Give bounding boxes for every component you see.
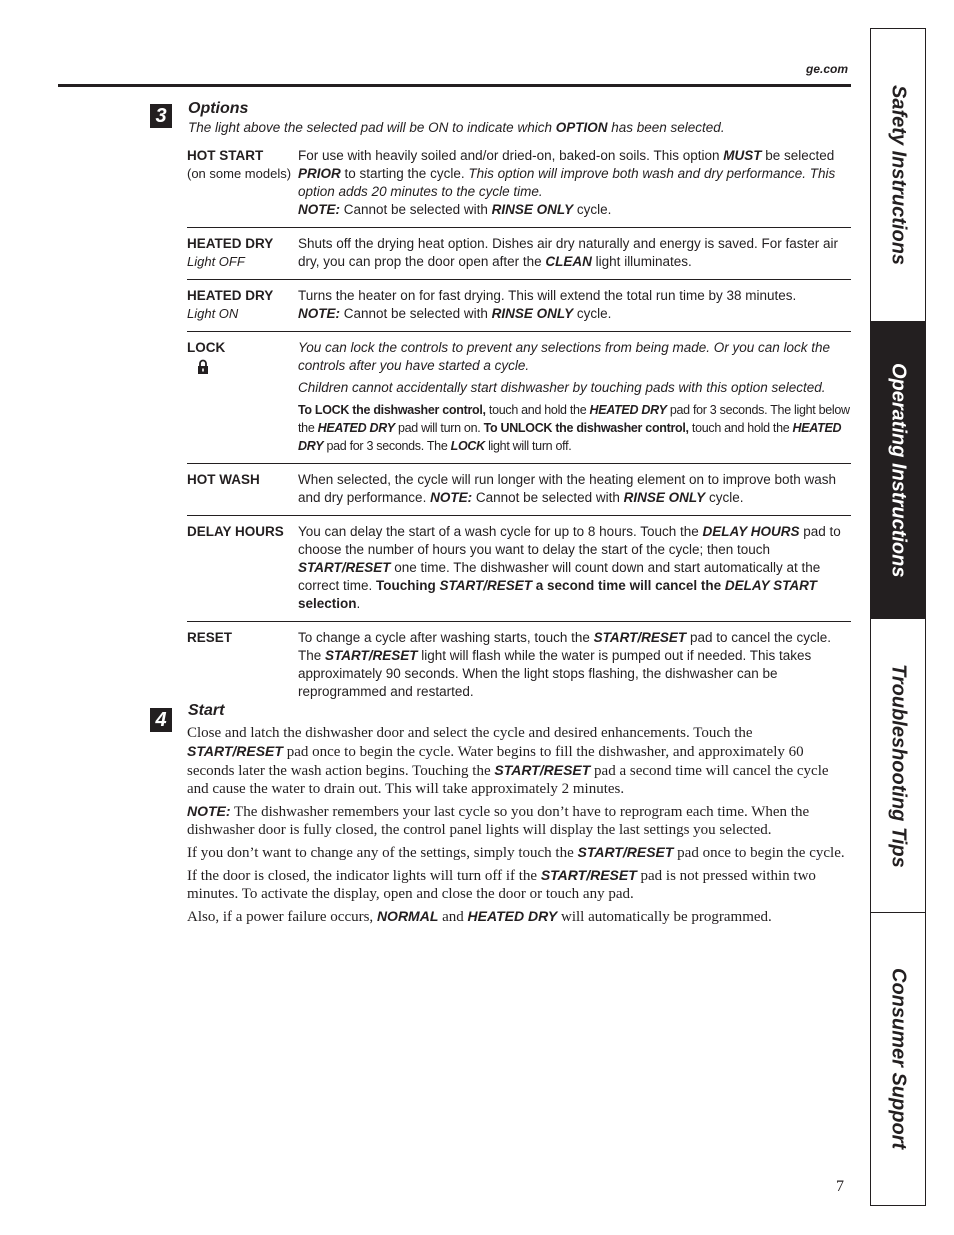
option-description: To change a cycle after washing starts, touch the START/RESET pad to cancel the cycle. The START/RESET light will flash while the water is pumped out if needed. This takes approximately 90 seconds. When the light stops flashing, the dishwasher can be reprogrammed and restarted. <box>298 630 832 699</box>
option-name: HOT WASH <box>187 472 260 487</box>
option-row-lock <box>187 332 851 464</box>
option-row-reset <box>187 622 851 709</box>
option-row-delay-hours <box>187 516 851 622</box>
tab-troubleshooting-tips[interactable]: Troubleshooting Tips <box>871 619 925 913</box>
section-number-badge: 3 <box>150 104 172 128</box>
option-name: LOCK <box>187 340 226 355</box>
options-table <box>187 140 851 709</box>
section-title: Options <box>188 100 249 117</box>
header-rule <box>58 84 851 87</box>
option-sub: Light ON <box>187 306 239 321</box>
option-row-hot-start <box>187 140 851 228</box>
paragraph: Also, if a power failure occurs, NORMAL and HEATED DRY will automatically be programmed. <box>187 908 772 925</box>
section-intro: The light above the selected pad will be ON to indicate which OPTION has been selected. <box>188 120 725 135</box>
lock-icon <box>197 359 209 379</box>
option-sub: Light OFF <box>187 254 245 269</box>
section-sidebar <box>870 28 926 1206</box>
paragraph: If you don’t want to change any of the settings, simply touch the START/RESET pad once to begin the cycle. <box>187 844 845 861</box>
site-url: ge.com <box>805 62 848 76</box>
option-row-heated-dry-on <box>187 280 851 332</box>
start-body <box>187 724 852 930</box>
option-name: HEATED DRY <box>187 288 274 303</box>
paragraph: If the door is closed, the indicator lights will turn off if the START/RESET pad is not pressed within two minutes. To activate the display, open and close the door or touch any pad. <box>187 867 816 902</box>
option-description: For use with heavily soiled and/or dried-on, baked-on soils. This option MUST be selected PRIOR to starting the cycle. This option will improve both wash and dry performance. This option adds 20 minutes to the cycle time. NOTE: Cannot be selected with RINSE ONLY cycle. <box>298 148 836 217</box>
option-name: HOT START <box>187 148 264 163</box>
page-number: 7 <box>836 1178 844 1195</box>
option-name: DELAY HOURS <box>187 524 284 539</box>
tab-safety-instructions[interactable]: Safety Instructions <box>871 29 925 322</box>
option-description: When selected, the cycle will run longer with the heating element on to improve both wash and dry performance. NOTE: Cannot be selected with RINSE ONLY cycle. <box>298 472 837 505</box>
option-row-hot-wash <box>187 464 851 516</box>
option-row-heated-dry-off <box>187 228 851 280</box>
option-name: HEATED DRY <box>187 236 274 251</box>
option-name: RESET <box>187 630 233 645</box>
tab-consumer-support[interactable]: Consumer Support <box>887 968 910 1150</box>
tab-operating-instructions[interactable]: Operating Instructions <box>871 322 925 619</box>
option-sub: (on some models) <box>187 166 292 181</box>
option-description: You can lock the controls to prevent any selections from being made. Or you can lock the controls after you have started a cycle. Children cannot accidentally start dishwasher by touching pads with this option selected. To LOCK the dishwasher control, touch and hold the HEATED DRY pad for 3 seconds. The light below the HEATED DRY pad will turn on. To UNLOCK the dishwasher control, touch and hold the HEATED DRY pad for 3 seconds. The LOCK light will turn off. <box>298 340 850 453</box>
option-description: Shuts off the drying heat option. Dishes air dry naturally and energy is saved. For faster air dry, you can prop the door open after the CLEAN light illuminates. <box>298 236 839 269</box>
option-description: Turns the heater on for fast drying. This will extend the total run time by 38 minutes. NOTE: Cannot be selected with RINSE ONLY cycle. <box>298 288 797 321</box>
paragraph: NOTE: The dishwasher remembers your last cycle so you don’t have to reprogram each time. When the dishwasher door is fully closed, the control panel lights will display the last settings you selected. <box>187 803 810 838</box>
paragraph: Close and latch the dishwasher door and select the cycle and desired enhancements. Touch the START/RESET pad once to begin the cycle. Water begins to fill the dishwasher, and approximately 60 seconds later the wash action begins. Touching the START/RESET pad a second time will cancel the cycle and cause the water to drain out. This will take approximately 2 minutes. <box>187 725 829 797</box>
option-description: You can delay the start of a wash cycle for up to 8 hours. Touch the DELAY HOURS pad to choose the number of hours you want to delay the start of the cycle; then touch START/RESET one time. The dishwasher will count down and start automatically at the correct time. Touching START/RESET a second time will cancel the DELAY START selection. <box>298 524 841 611</box>
section-number-badge: 4 <box>150 708 172 732</box>
section-title: Start <box>188 702 225 719</box>
